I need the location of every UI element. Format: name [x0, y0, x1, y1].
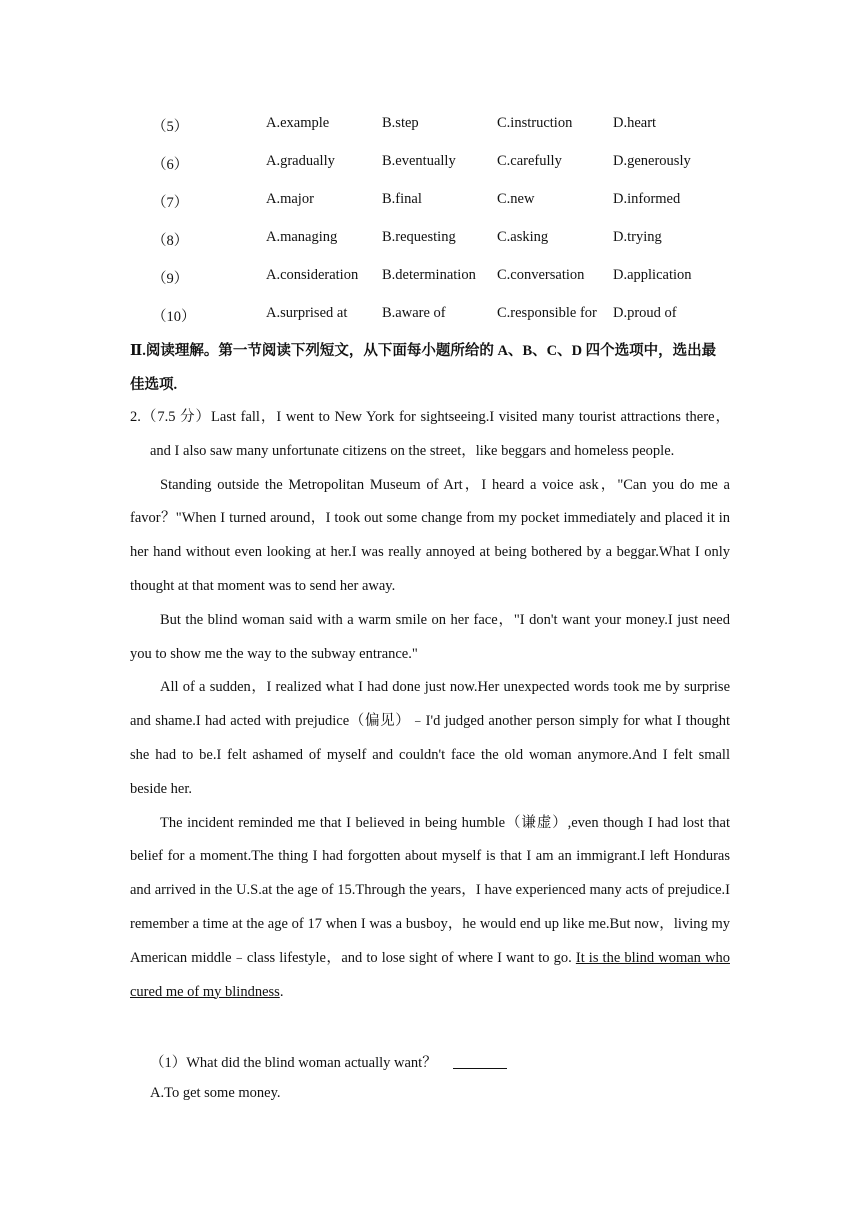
option-d: D.generously: [613, 153, 691, 169]
question-1-text: （1）What did the blind woman actually want？: [150, 1055, 437, 1071]
question-intro: 2.（7.5 分）Last fall，I went to New York for sightseeing.I visited many tourist attractions there，and I also saw many unfortunate citizens on the street，like beggars and homeless people.: [130, 409, 730, 459]
question-1-option-a: A.To get some money.: [150, 1085, 281, 1101]
option-d: D.trying: [613, 229, 662, 245]
option-b: B.step: [382, 115, 419, 131]
option-row: [0, 115, 860, 139]
question-1: [150, 1051, 507, 1072]
option-b: B.aware of: [382, 305, 446, 321]
option-b: B.final: [382, 191, 422, 207]
option-a: A.gradually: [266, 153, 335, 169]
option-c: C.responsible for: [497, 305, 597, 321]
option-b: B.eventually: [382, 153, 456, 169]
option-row: [0, 305, 860, 329]
option-c: C.instruction: [497, 115, 573, 131]
option-row: [0, 229, 860, 253]
passage-paragraph-4: [130, 807, 730, 1010]
passage-paragraph-1: Standing outside the Metropolitan Museum of Art，I heard a voice ask，"Can you do me a favor？"When I turned around，I took out some change from my pocket immediately and placed it in her hand without even looking at her.I was really annoyed at being bothered by a beggar.What I only thought at that moment was to send her away.: [130, 476, 730, 594]
passage-paragraph-2: But the blind woman said with a warm smile on her face，"I don't want your money.I just need you to show me the way to the subway entrance.": [130, 611, 730, 662]
option-b: B.determination: [382, 267, 476, 283]
item-number: （6）: [152, 157, 189, 173]
item-number: （10）: [152, 309, 196, 325]
option-a: A.major: [266, 191, 314, 207]
option-a: A.example: [266, 115, 330, 131]
option-c: C.asking: [497, 229, 549, 245]
option-a: A.surprised at: [266, 305, 348, 321]
paragraph-4-text: The incident reminded me that I believed in being humble（谦虚）,even though I had lost that belief for a moment.The thing I had forgotten about myself is that I am an immigrant.I left Honduras and arrived in the U.S.at the age of 15.Through the years，I have experienced many acts of prejudice.I remember a time at the age of 17 when I was a busboy，he would end up like me.But now，living my American middle﹣class lifestyle，and to lose sight of where I want to go.: [130, 814, 730, 966]
option-d: D.informed: [613, 191, 681, 207]
option-row: [0, 267, 860, 291]
answer-blank[interactable]: [453, 1056, 507, 1069]
option-a: A.managing: [266, 229, 338, 245]
underlined-sentence: It is the blind woman who cured me of my blindness: [130, 949, 730, 1000]
option-c: C.carefully: [497, 153, 562, 169]
option-d: D.application: [613, 267, 692, 283]
passage-paragraph-3: All of a sudden，I realized what I had done just now.Her unexpected words took me by surprise and shame.I had acted with prejudice（偏见）﹣I'd judged another person simply for what I thought she had to be.I felt ashamed of myself and couldn't face the old woman anymore.And I felt small beside her.: [130, 679, 730, 797]
option-b: B.requesting: [382, 229, 456, 245]
item-number: （7）: [152, 195, 189, 211]
item-number: （5）: [152, 119, 189, 135]
option-d: D.heart: [613, 115, 657, 131]
option-a: A.consideration: [266, 267, 359, 283]
section-heading: Ⅱ.阅读理解。第一节阅读下列短文，从下面每小题所给的 A、B、C、D 四个选项中，选出最佳选项.: [130, 343, 717, 393]
option-c: C.conversation: [497, 267, 585, 283]
option-d: D.proud of: [613, 305, 677, 321]
paragraph-4-end: .: [279, 983, 284, 1000]
option-row: [0, 153, 860, 177]
option-c: C.new: [497, 191, 535, 207]
option-row: [0, 191, 860, 215]
reading-passage: [130, 401, 730, 1009]
item-number: （9）: [152, 271, 189, 287]
item-number: （8）: [152, 233, 189, 249]
